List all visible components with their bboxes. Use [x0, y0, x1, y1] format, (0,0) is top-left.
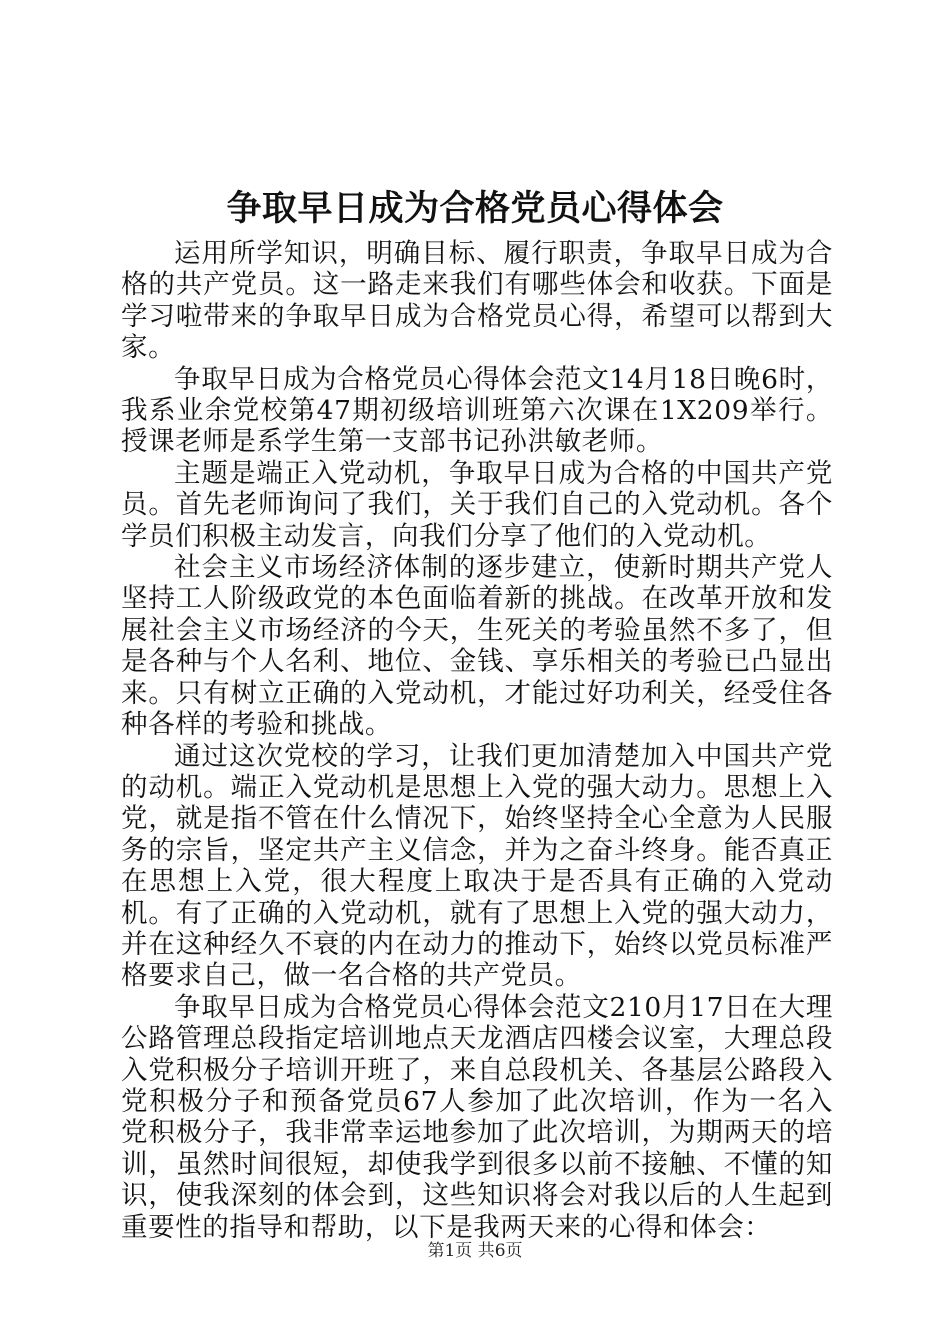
document-title: 争取早日成为合格党员心得体会 [226, 188, 724, 229]
page-footer: 第1页 共6页 [427, 1241, 523, 1261]
paragraph-5: 通过这次党校的学习，让我们更加清楚加入中国共产党的动机。端正入党动机是思想上入党的强大动力。思想上入党，就是指不管在什么情况下，始终坚持全心全意为人民服务的宗旨，坚定共产主义信念，并为之奋斗终身。能否真正在思想上入党，很大程度上取决于是否具有正确的入党动机。有了正确的入党动机，就有了思想上入党的强大动力，并在这种经久不衰的内在动力的推动下，始终以党员标准严格要求自己，做一名合格的共产党员。 [121, 740, 833, 992]
paragraph-2: 争取早日成为合格党员心得体会范文14月18日晚6时，我系业余党校第47期初级培训班第六次课在1X209举行。授课老师是系学生第一支部书记孙洪敏老师。 [121, 363, 833, 458]
document-body [121, 238, 833, 1243]
paragraph-4: 社会主义市场经济体制的逐步建立，使新时期共产党人坚持工人阶级政党的本色面临着新的挑战。在改革开放和发展社会主义市场经济的今天，生死关的考验虽然不多了，但是各种与个人名利、地位、金钱、享乐相关的考验已凸显出来。只有树立正确的入党动机，才能过好功利关，经受住各种各样的考验和挑战。 [121, 552, 833, 741]
paragraph-1: 运用所学知识，明确目标、履行职责，争取早日成为合格的共产党员。这一路走来我们有哪些体会和收获。下面是学习啦带来的争取早日成为合格党员心得，希望可以帮到大家。 [121, 238, 833, 364]
paragraph-6: 争取早日成为合格党员心得体会范文210月17日在大理公路管理总段指定培训地点天龙酒店四楼会议室，大理总段入党积极分子培训开班了，来自总段机关、各基层公路段入党积极分子和预备党员67人参加了此次培训，作为一名入党积极分子，我非常幸运地参加了此次培训，为期两天的培训，虽然时间很短，却使我学到很多以前不接触、不懂的知识，使我深刻的体会到，这些知识将会对我以后的人生起到重要性的指导和帮助，以下是我两天来的心得和体会： [121, 991, 833, 1243]
paragraph-3: 主题是端正入党动机，争取早日成为合格的中国共产党员。首先老师询问了我们，关于我们自己的入党动机。各个学员们积极主动发言，向我们分享了他们的入党动机。 [121, 457, 833, 552]
